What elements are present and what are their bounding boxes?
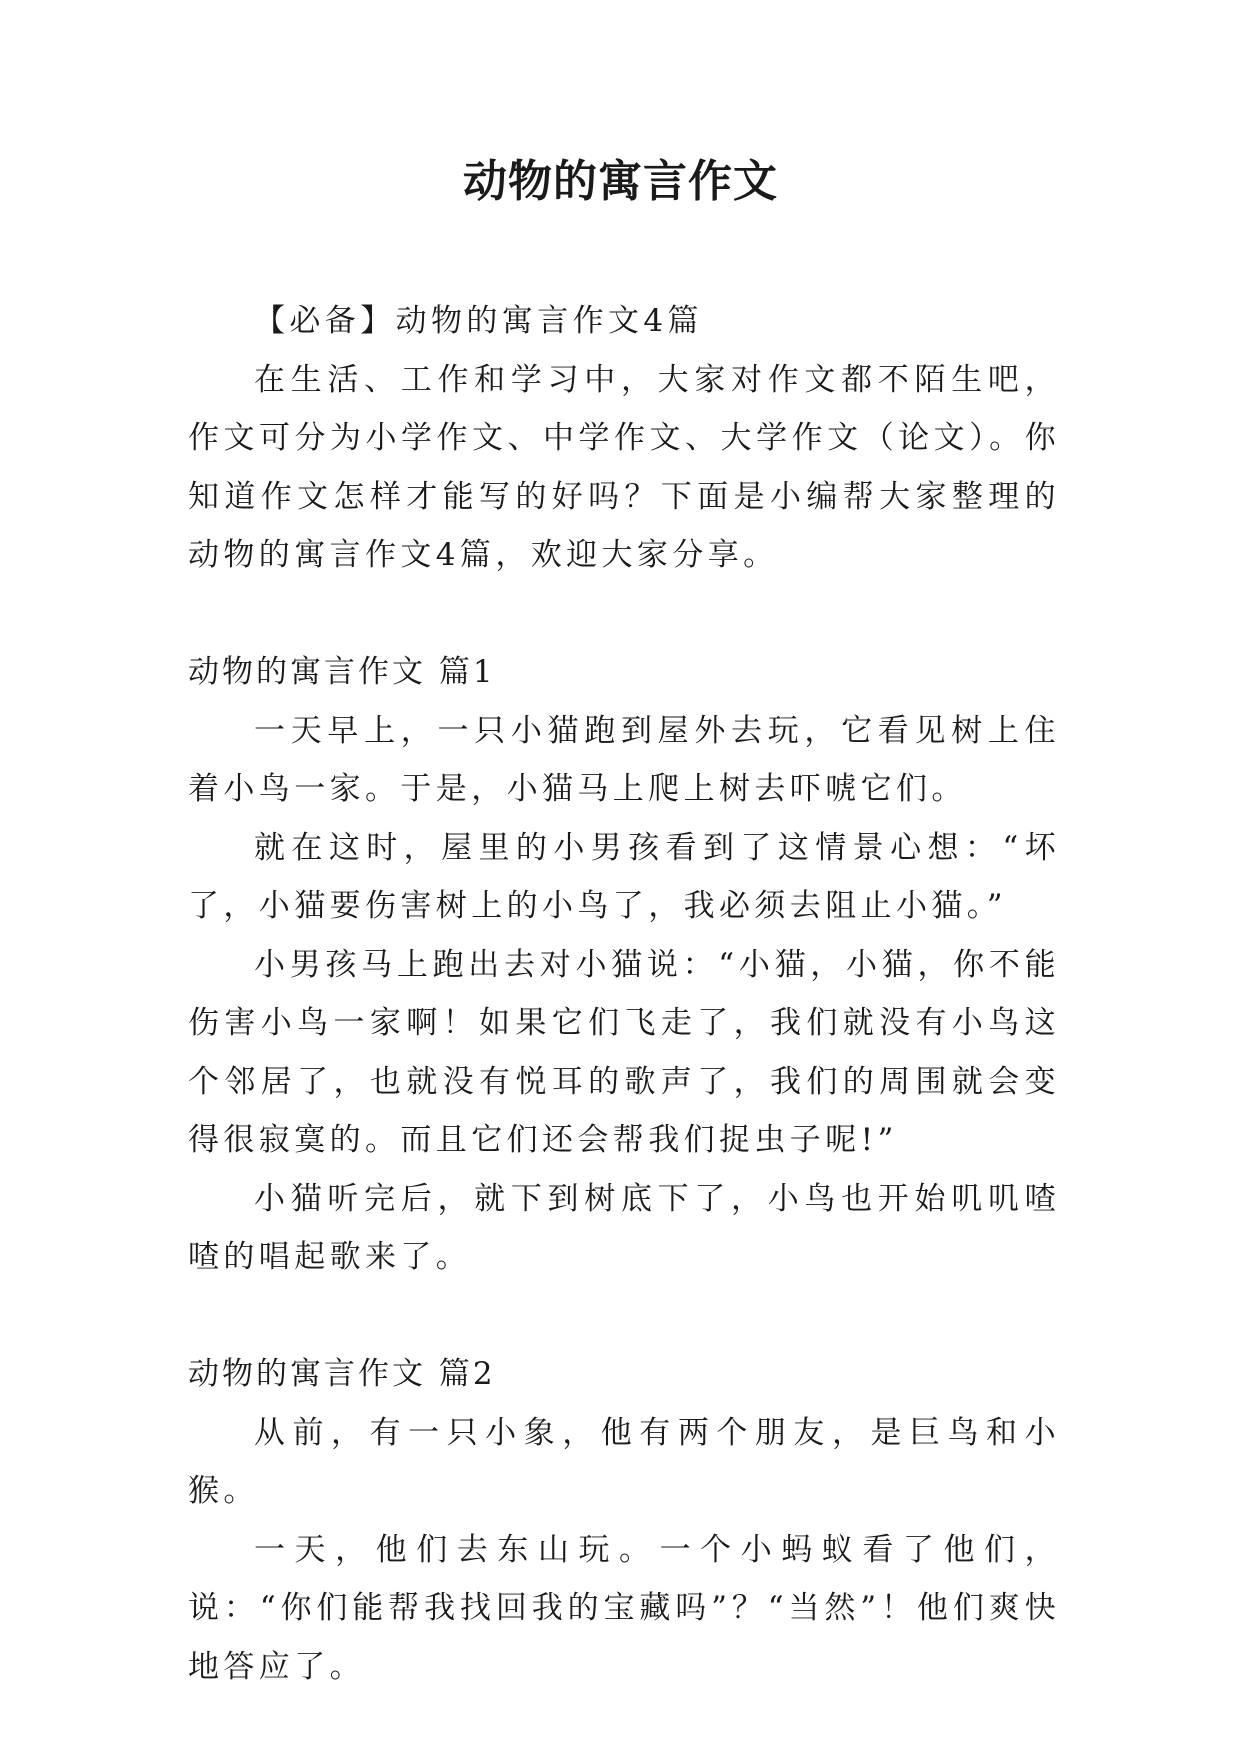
section-heading-2: 动物的寓言作文 篇2 xyxy=(188,1356,496,1392)
section-1-paragraph-3: 小男孩马上跑出去对小猫说：“小猫，小猫，你不能伤害小鸟一家啊！如果它们飞走了，我们就没有小鸟这个邻居了，也就没有悦耳的歌声了，我们的周围就会变得很寂寞的。而且它们还会帮我们捉虫子呢!” xyxy=(188,946,1060,1158)
section-spacer xyxy=(188,585,1060,644)
section-1-paragraph-2: 就在这时，屋里的小男孩看到了这情景心想：“坏了，小猫要伤害树上的小鸟了，我必须去阻止小猫。” xyxy=(188,829,1060,924)
section-1-paragraph-4: 小猫听完后，就下到树底下了，小鸟也开始叽叽喳喳的唱起歌来了。 xyxy=(188,1180,1060,1275)
section-1-paragraph-1: 一天早上，一只小猫跑到屋外去玩，它看见树上住着小鸟一家。于是，小猫马上爬上树去吓唬它们。 xyxy=(188,712,1060,807)
document-body xyxy=(188,292,1060,1696)
intro-lead: 【必备】动物的寓言作文4篇 xyxy=(254,303,703,339)
section-spacer xyxy=(188,1287,1060,1346)
section-heading-1: 动物的寓言作文 篇1 xyxy=(188,654,496,690)
intro-paragraph: 在生活、工作和学习中，大家对作文都不陌生吧，作文可分为小学作文、中学作文、大学作文（论文）。你知道作文怎样才能写的好吗？下面是小编帮大家整理的动物的寓言作文4篇，欢迎大家分享。 xyxy=(188,361,1060,573)
document-title: 动物的寓言作文 xyxy=(463,156,778,207)
section-2-paragraph-1: 从前，有一只小象，他有两个朋友，是巨鸟和小猴。 xyxy=(188,1414,1060,1509)
section-2-paragraph-2: 一天，他们去东山玩。一个小蚂蚁看了他们，说：“你们能帮我找回我的宝藏吗”？“当然”！他们爽快地答应了。 xyxy=(188,1531,1060,1685)
